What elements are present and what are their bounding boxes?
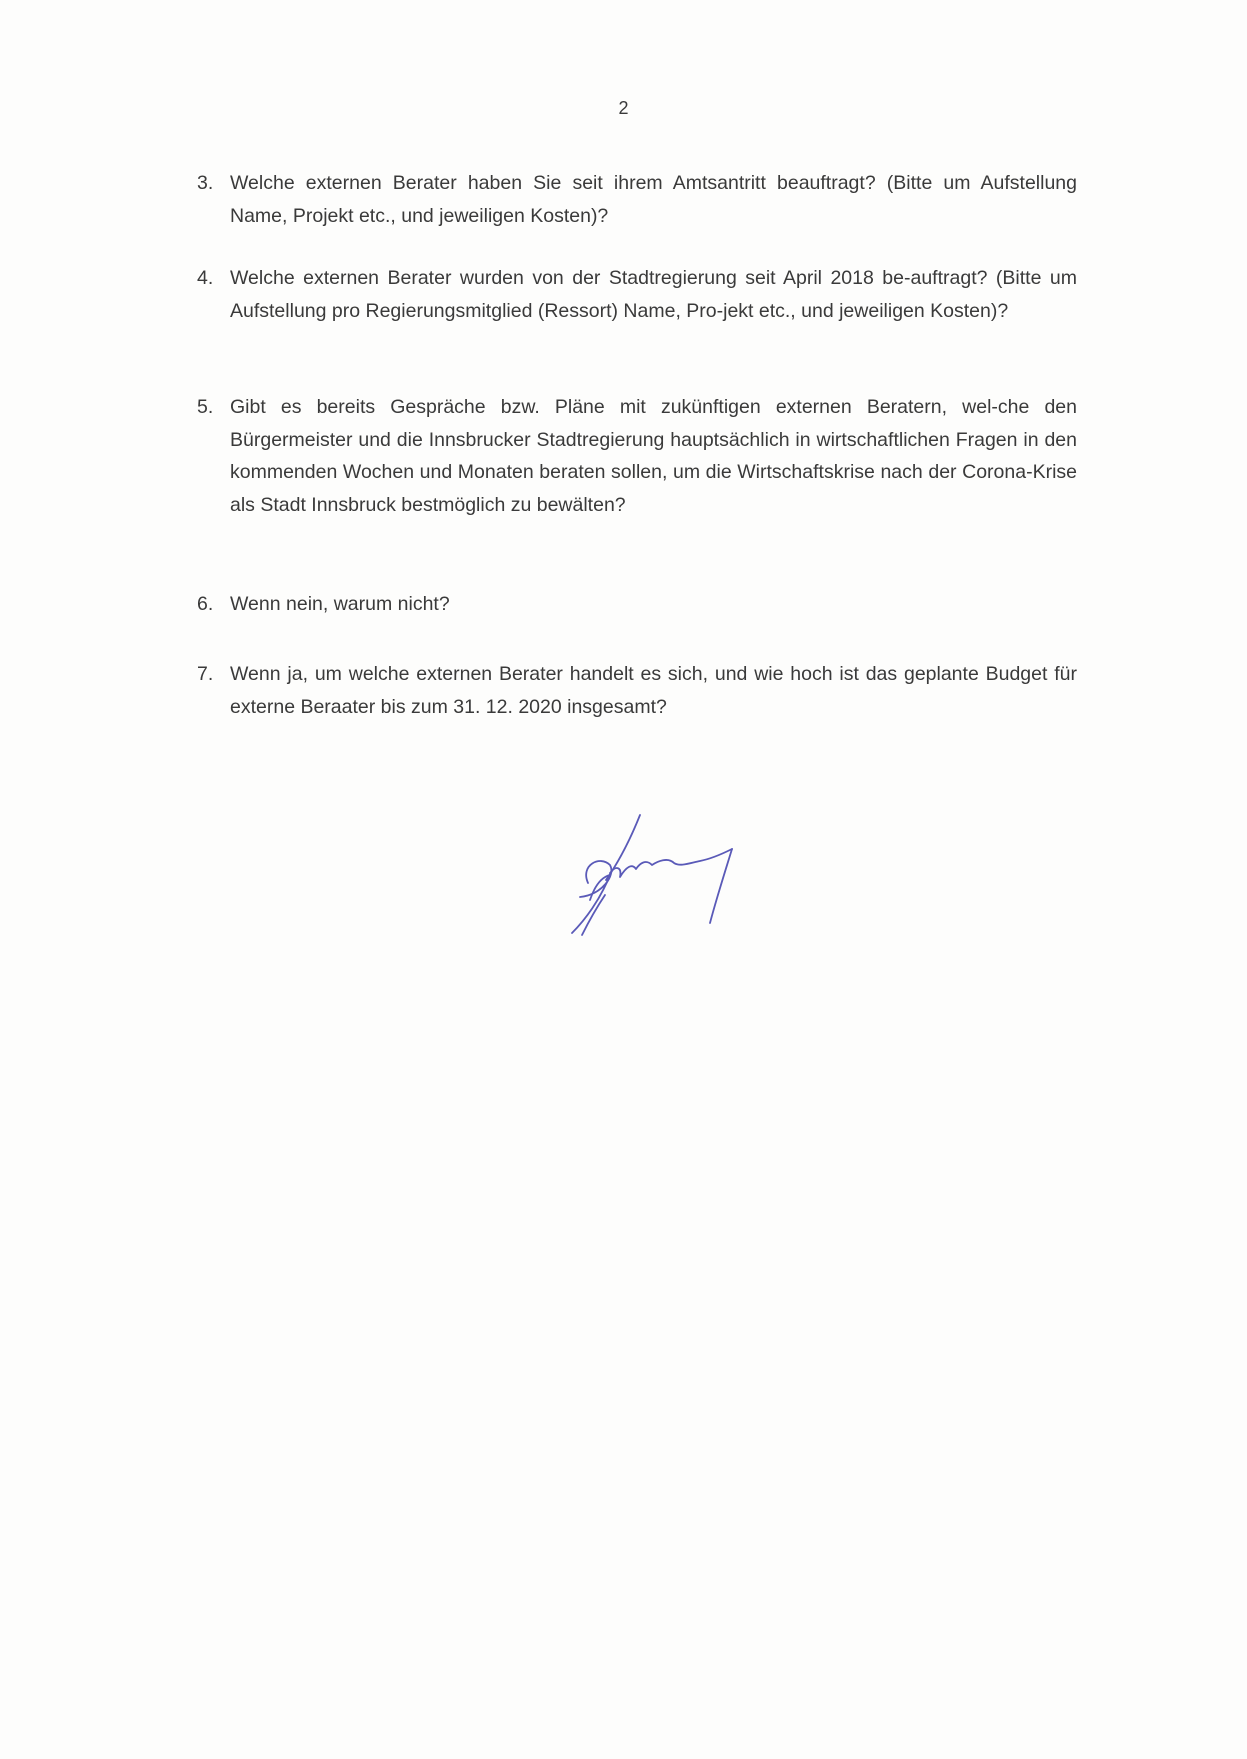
question-number: 7. [197,663,214,685]
question-text: Wenn ja, um welche externen Berater handelt es sich, und wie hoch ist das geplante Budget für externe Beraater bis zum 31. 12. 2020 insgesamt? [230,663,1077,718]
question-text: Gibt es bereits Gespräche bzw. Pläne mit zukünftigen externen Beratern, wel-che den Bürgermeister und die Innsbrucker Stadtregierung hauptsächlich in wirtschaftlichen Fragen in den kommenden Wochen und Monaten beraten sollen, um die Wirtschaftskrise nach der Corona-Krise als Stadt Innsbruck bestmöglich zu bewälten? [230,396,1077,516]
question-text: Welche externen Berater haben Sie seit ihrem Amtsantritt beauftragt? (Bitte um Aufstellung Name, Projekt etc., und jeweiligen Kosten)? [230,172,1077,227]
handwritten-signature [540,805,780,940]
question-number: 3. [197,172,214,194]
question-number: 5. [197,396,214,418]
question-5 [197,391,1077,521]
question-6 [197,588,1077,621]
question-text: Welche externen Berater wurden von der Stadtregierung seit April 2018 be-auftragt? (Bitte um Aufstellung pro Regierungsmitglied (Ressort) Name, Pro-jekt etc., und jeweiligen Kosten)? [230,267,1077,322]
question-text: Wenn nein, warum nicht? [230,593,450,615]
question-number: 4. [197,267,214,289]
question-4 [197,262,1077,327]
question-7 [197,658,1077,723]
page-number: 2 [618,98,629,118]
question-3 [197,167,1077,232]
question-number: 6. [197,593,214,615]
